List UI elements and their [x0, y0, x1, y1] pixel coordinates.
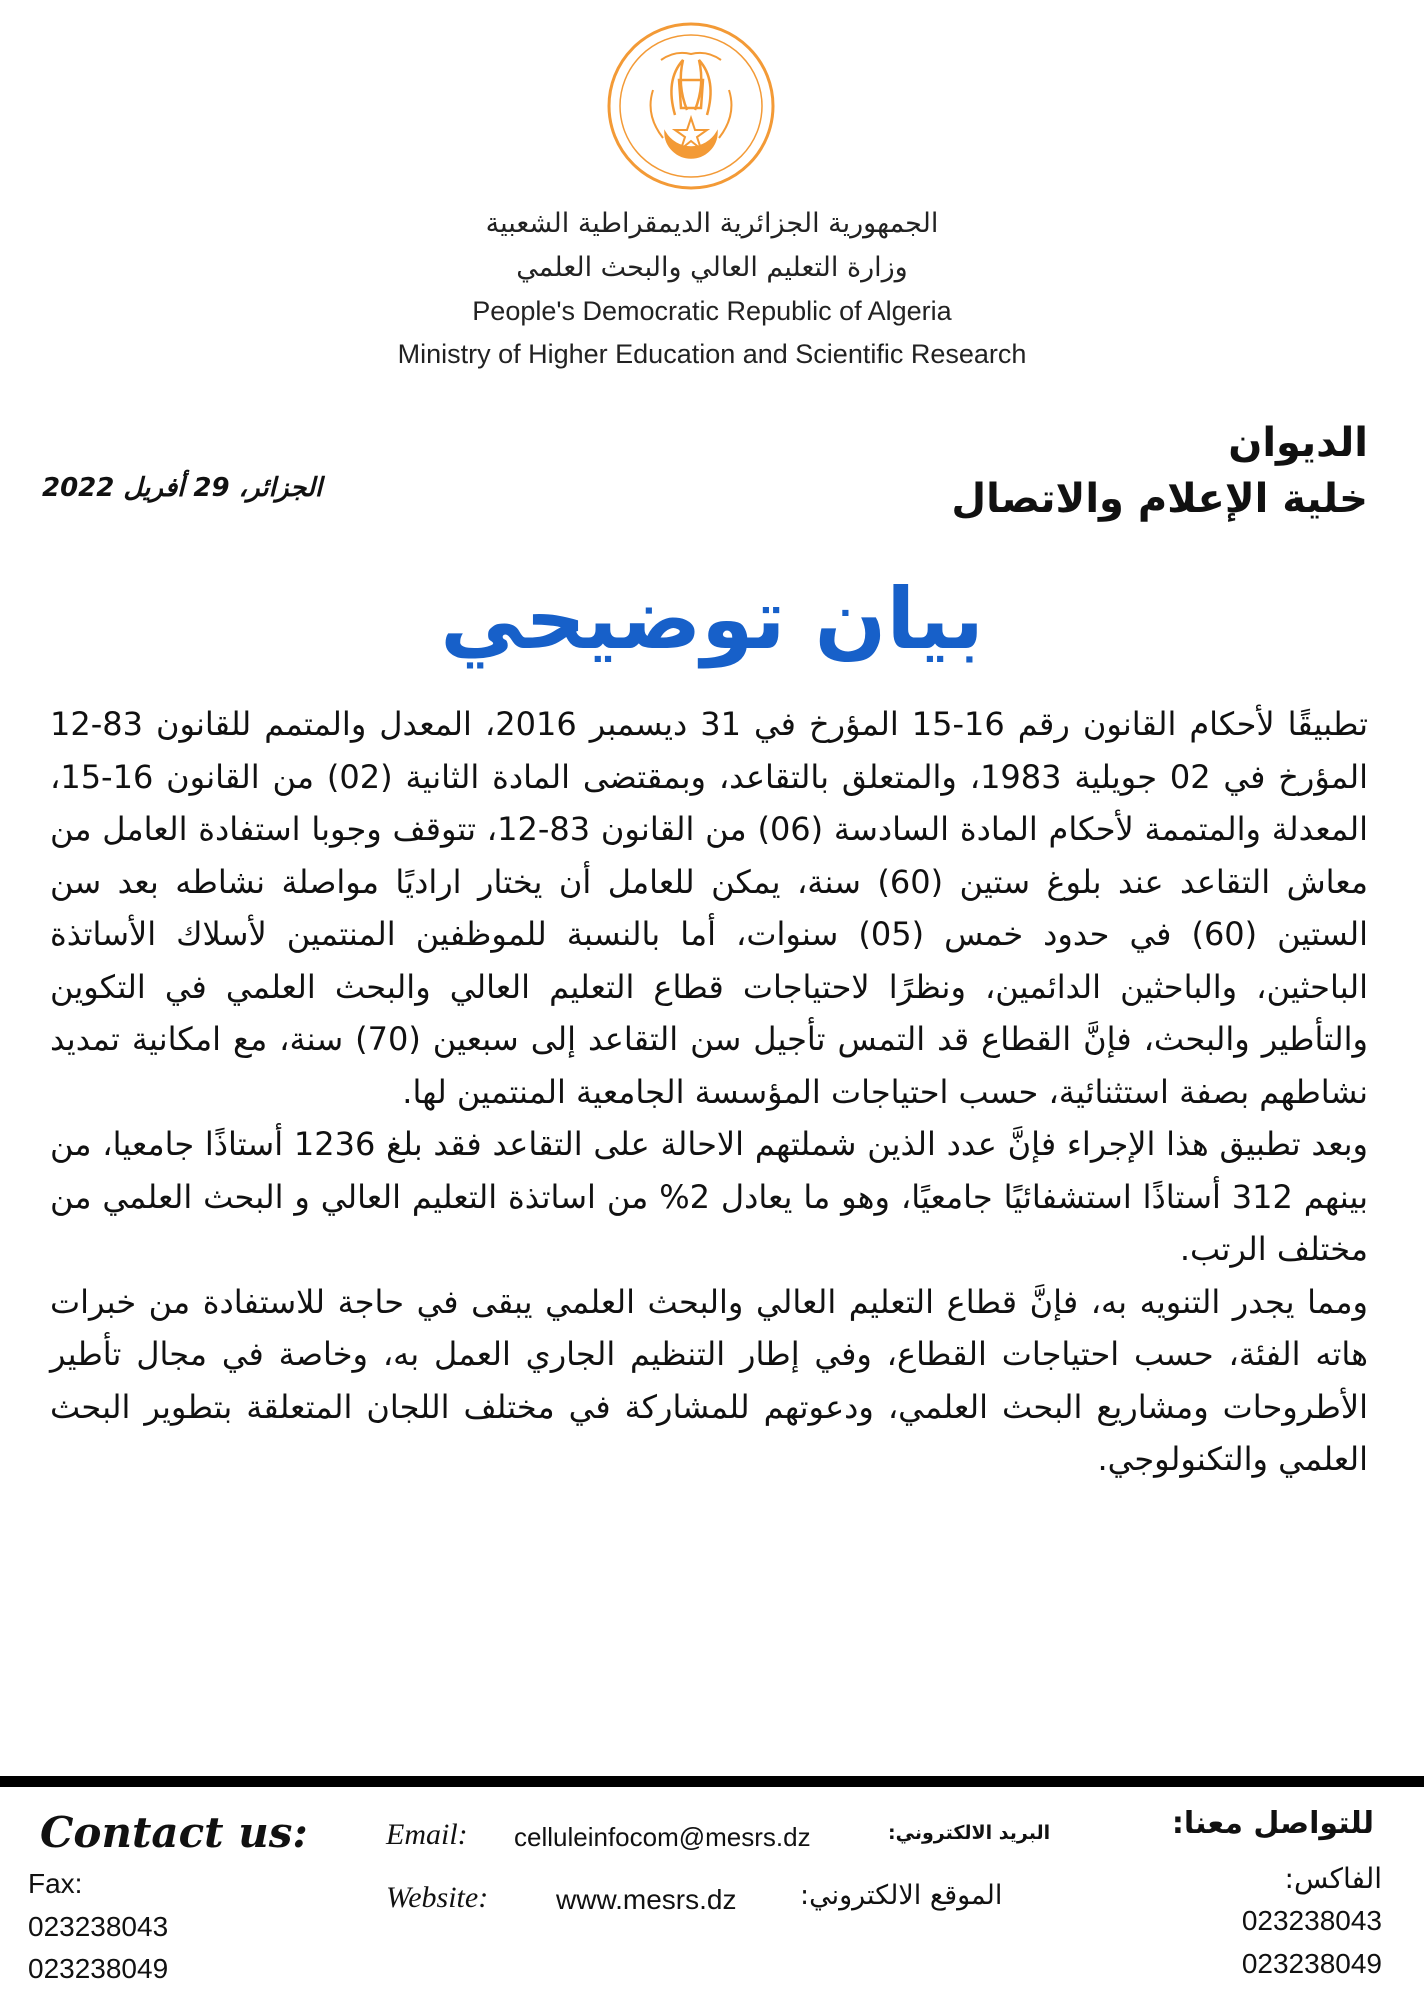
body-paragraph-1: تطبيقًا لأحكام القانون رقم 16-15 المؤرخ في 31 ديسمبر 2016، المعدل والمتمم للقانون 83-12 المؤرخ في 02 جويلية 1983، والمتعلق بالتقاعد، وبمقتضى المادة الثانية (02) من القانون 16-15، المعدلة والمتممة لأحكام المادة السادسة (06) من القانون 83-12، تتوقف وجوبا استفادة العامل من معاش التقاعد عند بلوغ ستين (60) سنة، يمكن للعامل أن يختار اراديًا مواصلة نشاطه بعد سن الستين (60) في حدود خمس (05) سنوات، أما بالنسبة للموظفين المنتمين لأسلاك الأساتذة الباحثين، والباحثين الدائمين، ونظرًا لاحتياجات قطاع التعليم العالي والبحث العلمي في التكوين والتأطير والبحث، فإنَّ القطاع قد التمس تأجيل سن التقاعد إلى سبعين (70) سنة، مع امكانية تمديد نشاطهم بصفة استثنائية، حسب احتياجات المؤسسة الجامعية المنتمين لها.	[50, 705, 1369, 1111]
republic-name-english: People's Democratic Republic of Algeria	[472, 296, 952, 326]
website-label-english: Website:	[386, 1881, 489, 1914]
office-cabinet: الديوان	[1228, 420, 1368, 466]
ministry-name-english: Ministry of Higher Education and Scientific Research	[397, 339, 1027, 369]
body-paragraph-3: ومما يجدر التنويه به، فإنَّ قطاع التعليم العالي والبحث العلمي يبقى في حاجة للاستفادة من خبرات هاته الفئة، حسب احتياجات القطاع، وفي إطار التنظيم الجاري العمل به، وخاصة في مجال تأطير الأطروحات ومشاريع البحث العلمي، ودعوتهم للمشاركة في مختلف اللجان المتعلقة بتطوير البحث العلمي والتكنولوجي.	[50, 1282, 1368, 1478]
email-label-arabic: البريد الالكتروني:	[888, 1822, 1051, 1844]
fax-number-1: 023238043	[28, 1911, 169, 1942]
ministry-name-arabic: وزارة التعليم العالي والبحث العلمي	[516, 252, 908, 283]
body-paragraph-2: وبعد تطبيق هذا الإجراء فإنَّ عدد الذين شملتهم الاحالة على التقاعد فقد بلغ 1236 أستاذًا جامعيا، من بينهم 312 أستاذًا استشفائيًا جامعيًا، وهو ما يعادل 2% من اساتذة التعليم العالي و البحث العلمي من مختلف الرتب.	[50, 1125, 1369, 1268]
algeria-state-emblem-icon	[605, 20, 777, 192]
fax-number-2: 023238049	[28, 1953, 169, 1984]
email-label-english: Email:	[386, 1818, 468, 1851]
issuing-office	[951, 415, 1368, 527]
document-title: بيان توضيحي	[440, 570, 984, 668]
document-date: الجزائر، 29 أفريل 2022	[42, 473, 323, 503]
fax-number-1-arabic-side: 023238043	[1241, 1905, 1382, 1936]
contact-us-heading-arabic: للتواصل معنا:	[1171, 1806, 1374, 1841]
statement-body	[50, 698, 1368, 1486]
website-label-arabic: الموقع الالكتروني:	[800, 1880, 1003, 1911]
email-link[interactable]: celluleinfocom@mesrs.dz	[514, 1822, 811, 1852]
fax-label-english: Fax:	[28, 1868, 83, 1899]
contact-us-heading: Contact us:	[40, 1808, 308, 1857]
fax-label-arabic: الفاكس:	[1284, 1862, 1382, 1895]
fax-number-2-arabic-side: 023238049	[1241, 1948, 1382, 1979]
footer-divider	[0, 1776, 1424, 1787]
republic-name-arabic: الجمهورية الجزائرية الديمقراطية الشعبية	[485, 208, 939, 239]
office-media-cell: خلية الإعلام والاتصال	[951, 476, 1368, 522]
website-link[interactable]: www.mesrs.dz	[556, 1884, 737, 1915]
